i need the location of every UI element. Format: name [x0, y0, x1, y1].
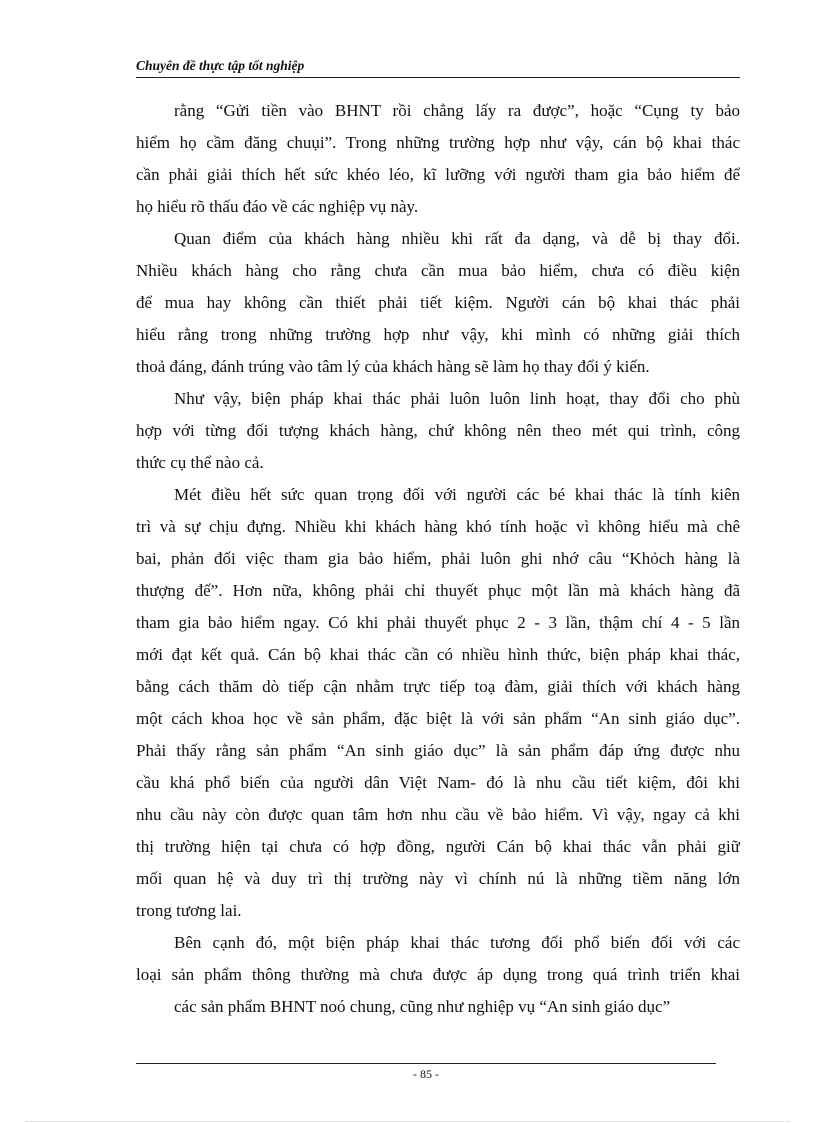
- text-line: trong tương lai.: [136, 901, 242, 920]
- text-line: tham gia bảo hiểm ngay. Có khi phải thuyết phục 2 - 3 lần, thậm chí 4 - 5 lần: [136, 613, 740, 632]
- text-line: cần phải giải thích hết sức khéo léo, kĩ lưỡng với người tham gia bảo hiểm để: [136, 165, 740, 184]
- text-line: mới đạt kết quả. Cán bộ khai thác cần có nhiều hình thức, biện pháp khai thác,: [136, 645, 740, 664]
- text-line: bằng cách thăm dò tiếp cận nhằm trực tiếp toạ đàm, giải thích với khách hàng: [136, 677, 740, 696]
- text-line: thượng đế”. Hơn nữa, không phải chỉ thuyết phục một lần mà khách hàng đã: [136, 581, 740, 600]
- text-line: thị trường hiện tại chưa có hợp đồng, người Cán bộ khai thác vẫn phải giữ: [136, 837, 740, 856]
- text-line: Mét điều hết sức quan trọng đối với người các bé khai thác là tính kiên: [174, 485, 740, 504]
- text-line: hiểu rằng trong những trường hợp như vậy, khi mình có những giải thích: [136, 325, 740, 344]
- text-line: Phải thấy rằng sản phẩm “An sinh giáo dục” là sản phẩm đáp ứng được nhu: [136, 741, 740, 760]
- text-line: Như vậy, biện pháp khai thác phải luôn luôn linh hoạt, thay đổi cho phù: [174, 389, 740, 408]
- text-line: mối quan hệ và duy trì thị trường này vì chính nú là những tiềm năng lớn: [136, 869, 740, 888]
- text-line: họ hiểu rõ thấu đáo về các nghiệp vụ này.: [136, 197, 419, 216]
- text-line: hiểm họ cầm đăng chuụi”. Trong những trường hợp như vậy, cán bộ khai thác: [136, 133, 740, 152]
- text-line: thoả đáng, đánh trúng vào tâm lý của khách hàng sẽ làm họ thay đổi ý kiến.: [136, 357, 650, 376]
- text-line: rằng “Gửi tiền vào BHNT rồi chẳng lấy ra được”, hoặc “Cụng ty bảo: [174, 101, 740, 120]
- text-line: thức cụ thể nào cả.: [136, 453, 264, 472]
- text-line: một cách khoa học về sản phẩm, đặc biệt là với sản phẩm “An sinh giáo dục”.: [136, 709, 740, 728]
- text-line: các sản phẩm BHNT noó chung, cũng như nghiệp vụ “An sinh giáo dục”: [174, 997, 671, 1016]
- header-divider: [136, 77, 740, 78]
- text-line: Bên cạnh đó, một biện pháp khai thác tương đối phổ biến đối với các: [174, 933, 740, 952]
- page-number: - 85 -: [413, 1067, 439, 1081]
- page-header: Chuyên đề thực tập tốt nghiệp: [136, 58, 305, 73]
- text-line: nhu cầu này còn được quan tâm hơn nhu cầu về bảo hiểm. Vì vậy, ngay cả khi: [136, 805, 740, 824]
- page-edge-border: [26, 1121, 790, 1122]
- text-line: Nhiều khách hàng cho rằng chưa cần mua bảo hiểm, chưa có điều kiện: [136, 261, 740, 280]
- text-line: cầu khá phổ biến của người dân Việt Nam- đó là nhu cầu tiết kiệm, đôi khi: [136, 773, 740, 792]
- text-line: hợp với từng đối tượng khách hàng, chứ không nên theo mét qui trình, công: [136, 421, 740, 440]
- text-line: trì và sự chịu đựng. Nhiều khi khách hàng khó tính hoặc vì không hiểu mà chê: [136, 517, 740, 536]
- footer-divider: [136, 1063, 716, 1064]
- text-line: loại sản phẩm thông thường mà chưa được áp dụng trong quá trình triển khai: [136, 965, 740, 984]
- body-text: [136, 95, 740, 1023]
- text-line: để mua hay không cần thiết phải tiết kiệm. Người cán bộ khai thác phải: [136, 293, 740, 312]
- text-line: Quan điểm của khách hàng nhiều khi rất đa dạng, và dễ bị thay đổi.: [174, 229, 740, 248]
- text-line: bai, phản đối việc tham gia bảo hiểm, phải luôn ghi nhớ câu “Khỏch hàng là: [136, 549, 740, 568]
